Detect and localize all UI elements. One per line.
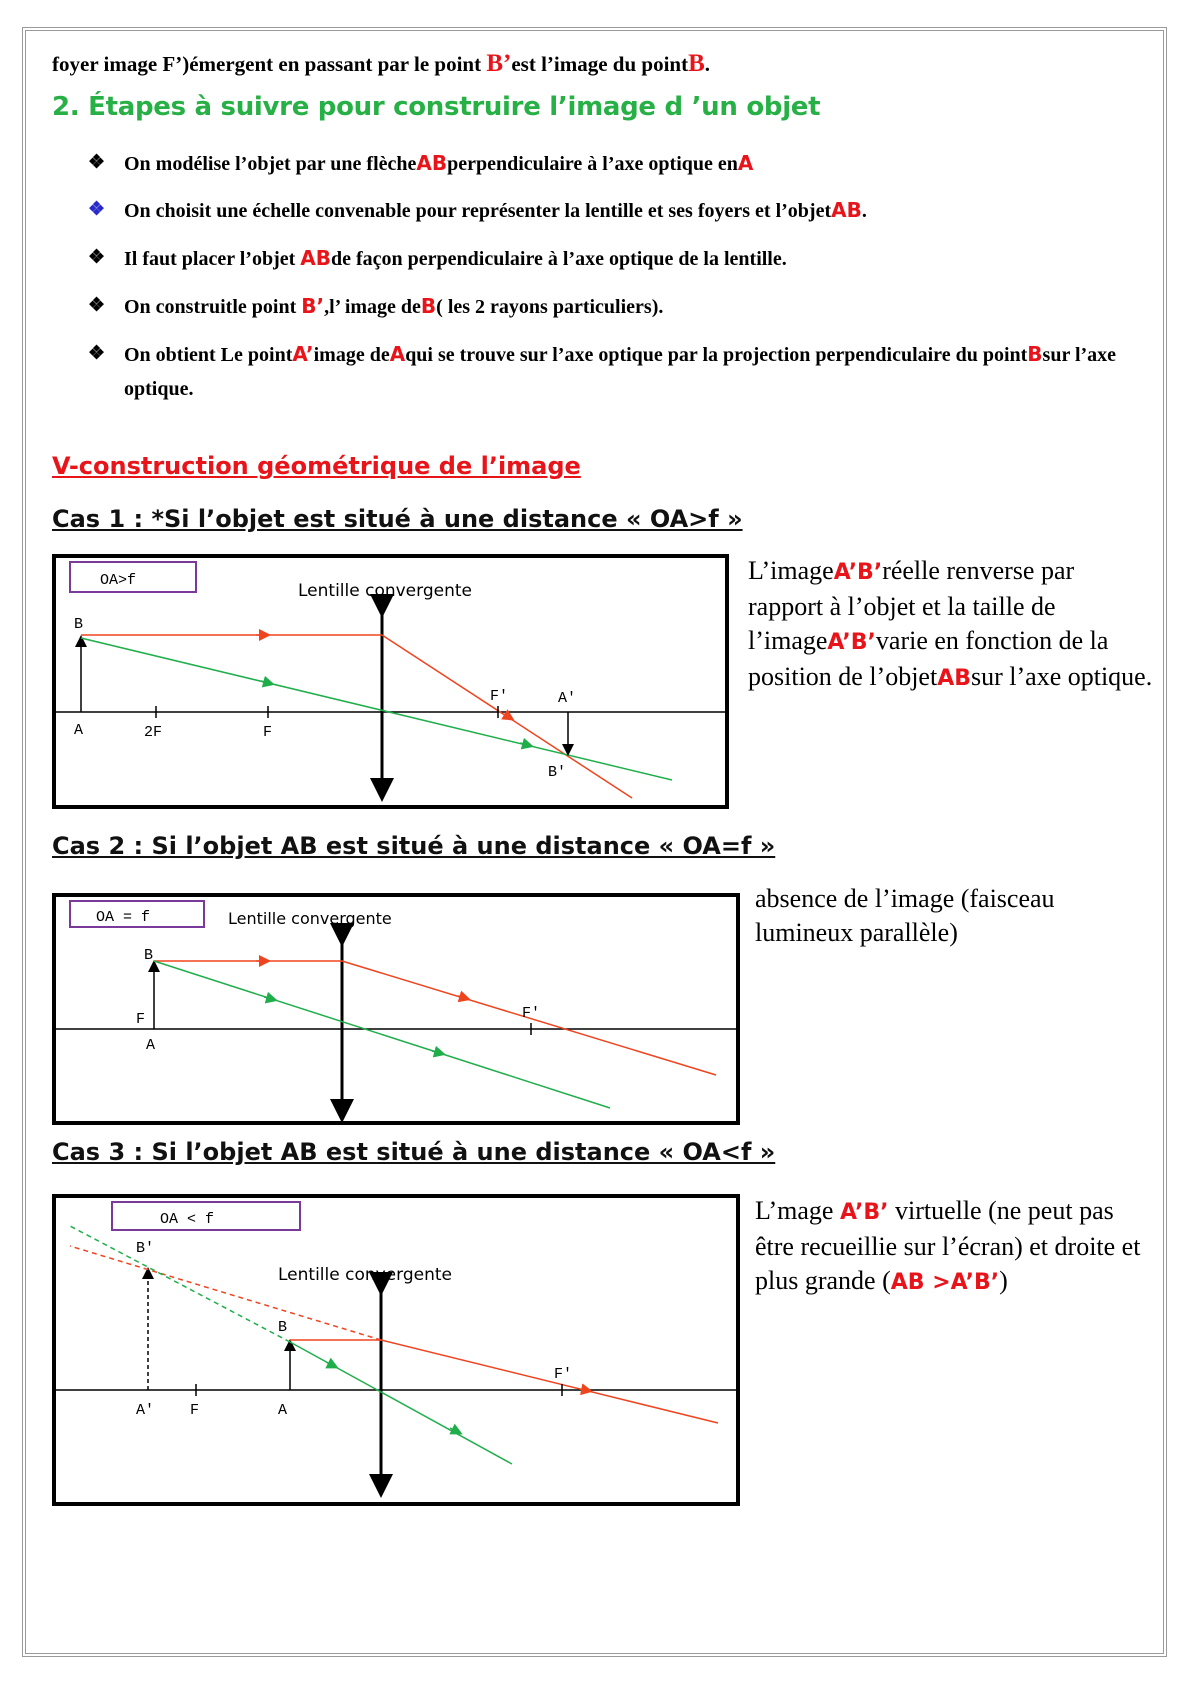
step-text: Il faut placer l’objet	[124, 248, 301, 270]
case-box-label: OA>f	[100, 572, 137, 589]
intro-b-prime: B’	[486, 50, 512, 77]
step-text: sur l’axe optique.	[124, 344, 1117, 400]
label-b: B	[74, 616, 84, 633]
desc-text: L’mage	[755, 1196, 840, 1225]
step-red: A’	[292, 342, 314, 366]
step-red: AB	[831, 198, 862, 222]
step-red: B’	[301, 294, 325, 318]
intro-text-2: est l’image du point	[511, 52, 689, 76]
desc-text: réelle renverse par rapport à l’objet et la taille de l’image	[748, 556, 1075, 655]
label-bp: B'	[136, 1240, 155, 1257]
arrow-green	[432, 1051, 443, 1054]
step-item-3	[88, 241, 1148, 276]
label-b: B	[278, 1319, 288, 1336]
desc-text: )	[999, 1266, 1008, 1295]
case-3-description	[755, 1194, 1155, 1300]
case-box-label: OA < f	[160, 1211, 215, 1228]
ray-green-center	[154, 961, 610, 1108]
desc-red: A’B’	[827, 630, 876, 655]
case-1-description	[748, 554, 1153, 696]
step-text: de façon perpendiculaire à l’axe optique de la lentille.	[331, 248, 787, 270]
label-f: F	[136, 1011, 146, 1028]
label-f: F	[190, 1402, 200, 1419]
desc-text: virtuelle (ne peut pas être recueillie sur l’écran) et droite et plus grande (	[755, 1196, 1141, 1295]
step-text: perpendiculaire à l’axe optique en	[447, 153, 738, 175]
diamond-bullet-icon: ❖	[88, 295, 106, 316]
diamond-bullet-icon: ❖	[88, 247, 106, 268]
ray-green-center	[81, 638, 672, 780]
label-a: A	[278, 1402, 288, 1419]
label-ap: A'	[136, 1402, 155, 1419]
step-red: B	[1027, 342, 1043, 366]
lens-label: Lentille convergente	[298, 581, 472, 601]
step-red: AB	[416, 151, 448, 175]
ray-green-center	[290, 1342, 512, 1464]
desc-red: AB >A’B’	[890, 1270, 1000, 1295]
case-2-heading: Cas 2 : Si l’objet AB est situé à une distance « OA=f »	[52, 832, 776, 860]
label-ap: A'	[558, 690, 577, 707]
intro-text-1: foyer image F’)émergent en passant par le point	[52, 52, 487, 76]
step-text: On obtient Le point	[124, 344, 293, 366]
step-item-1	[88, 146, 1148, 181]
desc-red: A’B’	[833, 560, 883, 585]
desc-text: L’image	[748, 556, 834, 585]
step-item-2	[88, 193, 1148, 228]
section-heading: V-construction géométrique de l’image	[52, 452, 581, 480]
step-text: image de	[313, 344, 390, 366]
arrow-red	[504, 714, 512, 719]
step-item-4	[88, 289, 1148, 324]
label-a: A	[74, 722, 84, 739]
step-red: A	[389, 342, 406, 366]
step-text: ( les 2 rayons particuliers).	[436, 296, 664, 318]
intro-b: B	[688, 50, 705, 77]
desc-text: absence de l’image (faisceau lumineux parallèle)	[755, 884, 1055, 947]
label-fp: F'	[490, 688, 509, 705]
intro-text-3: .	[704, 52, 711, 76]
ray-red-refracted	[381, 1340, 718, 1423]
case-box-label: OA = f	[96, 909, 151, 926]
step-text: On choisit une échelle convenable pour représenter la lentille et ses foyers et l’objet	[124, 200, 832, 222]
lens-label: Lentille convergente	[228, 909, 392, 928]
case-3-diagram	[52, 1194, 740, 1506]
label-fp: F'	[554, 1366, 573, 1383]
step-text: On construitle point	[124, 296, 302, 318]
label-a: A	[146, 1037, 156, 1054]
step-item-5	[88, 337, 1148, 406]
case-2-diagram	[52, 893, 740, 1125]
label-f: F	[263, 724, 273, 741]
step-text: On modélise l’objet par une flèche	[124, 153, 417, 175]
lens-label: Lentille convergente	[278, 1265, 452, 1285]
case-1-diagram	[52, 554, 729, 809]
desc-red: AB	[937, 666, 971, 691]
case-2-description	[755, 882, 1155, 950]
step-text: qui se trouve sur l’axe optique par la projection perpendiculaire du point	[405, 344, 1028, 366]
diamond-bullet-icon: ❖	[88, 343, 106, 364]
label-2f: 2F	[144, 724, 163, 741]
desc-red: A’B’	[839, 1200, 889, 1225]
case-3-heading: Cas 3 : Si l’objet AB est situé à une distance « OA<f »	[52, 1138, 776, 1166]
step-text: .	[861, 200, 867, 222]
ray-green-virtual	[70, 1226, 290, 1342]
desc-text: varie en fonction de la position de l’objet	[748, 626, 1109, 691]
step-red: B	[420, 294, 437, 318]
step-red: A	[737, 151, 754, 175]
intro-line	[52, 50, 710, 78]
ray-red-virtual	[70, 1246, 381, 1340]
step-text: ,l’ image de	[324, 296, 421, 318]
arrow-green	[261, 681, 272, 684]
steps-title: 2. Étapes à suivre pour construire l’image d ’un objet	[52, 92, 821, 122]
diamond-bullet-icon: ❖	[88, 199, 106, 220]
desc-text: sur l’axe optique.	[971, 662, 1153, 691]
case-1-heading: Cas 1 : *Si l’objet est situé à une distance « OA>f »	[52, 505, 743, 533]
arrow-green	[326, 1362, 336, 1367]
label-fp: F'	[522, 1005, 541, 1022]
label-b: B	[144, 947, 154, 964]
step-red: AB	[300, 246, 332, 270]
label-bp: B'	[548, 764, 567, 781]
diamond-bullet-icon: ❖	[88, 152, 106, 173]
